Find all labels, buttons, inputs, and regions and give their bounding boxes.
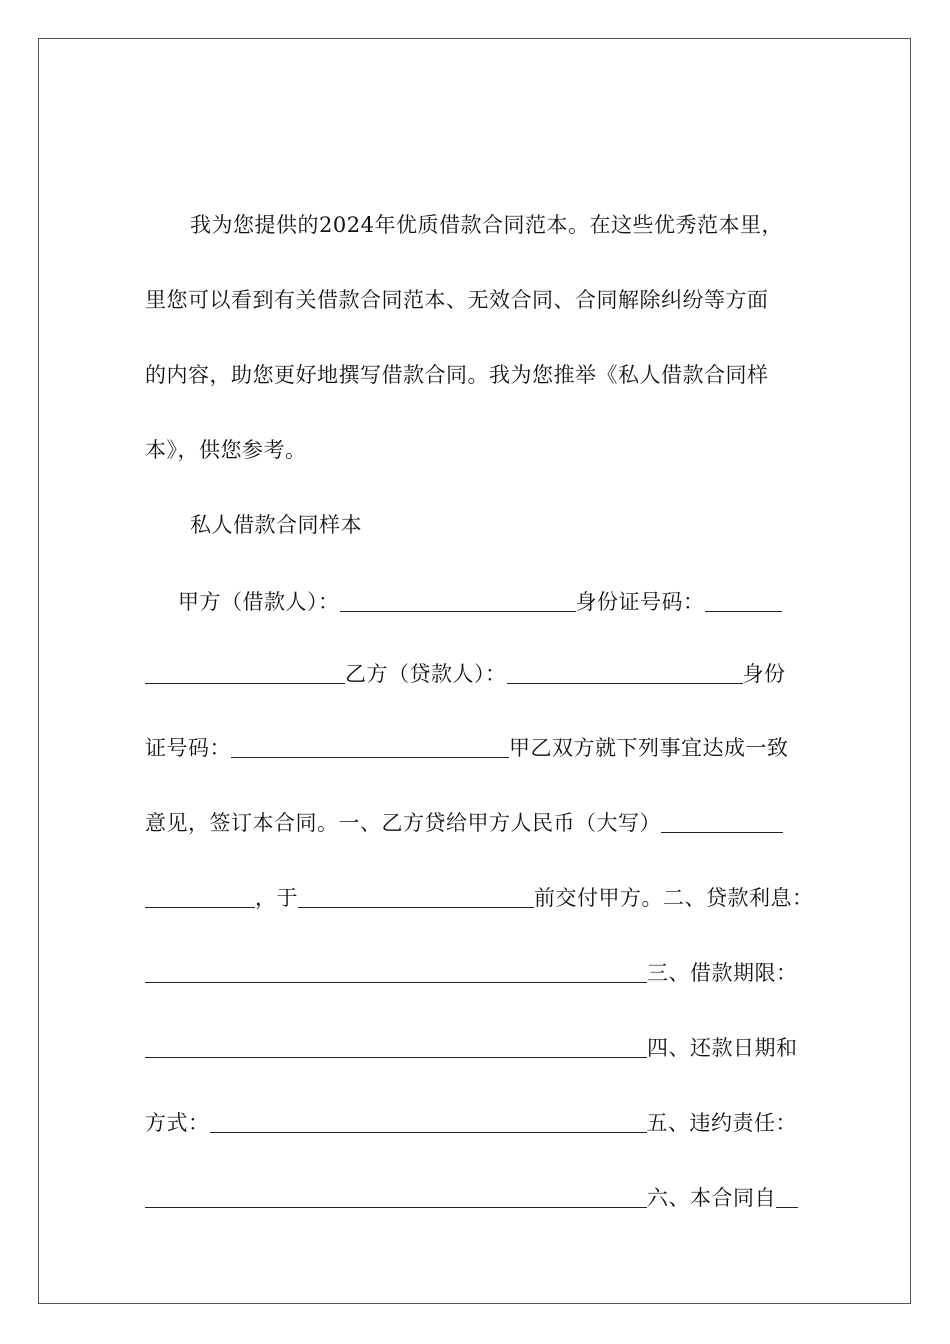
agreement-text-2: 意见，签订本合同。一、乙方贷给甲方人民币（大写） [145, 811, 661, 835]
clause-1-line [145, 808, 805, 838]
delivery-date-blank[interactable] [298, 887, 534, 908]
deliver-text: 前交付甲方。二、贷款利息： [534, 886, 814, 910]
intro-line-4: 本》，供您参考。 [145, 438, 307, 462]
contract-title: 私人借款合同样本 [190, 513, 362, 537]
party-a-id-blank-start[interactable] [705, 591, 782, 612]
party-a-label: 甲方（借款人）： [178, 590, 340, 614]
party-b-name-blank[interactable] [507, 663, 743, 684]
id-line-2 [145, 733, 805, 763]
interest-line [145, 958, 805, 988]
party-a-name-blank[interactable] [340, 591, 576, 612]
agreement-text-1: 甲乙双方就下列事宜达成一致 [509, 736, 789, 760]
delivery-line [145, 883, 814, 913]
effective-blank[interactable] [776, 1187, 798, 1208]
clause-6: 六、本合同自 [647, 1186, 776, 1210]
intro-line-1: 我为您提供的2024年优质借款合同范本。在这些优秀范本里， [190, 213, 783, 237]
clause-5: 五、违约责任： [646, 1111, 797, 1135]
id-label-2-part2: 证号码： [145, 736, 231, 760]
party-b-label: 乙方（贷款人）： [345, 662, 507, 686]
party-b-line [145, 659, 805, 689]
liability-blank[interactable] [145, 1187, 647, 1208]
party-a-id-blank-end[interactable] [145, 663, 345, 684]
intro-line-3: 的内容，助您更好地撰写借款合同。我为您推举《私人借款合同样 [145, 363, 769, 387]
amount-blank-end[interactable] [145, 887, 255, 908]
clause-3: 三、借款期限： [647, 961, 798, 985]
id-label-1: 身份证号码： [575, 590, 705, 614]
term-blank[interactable] [145, 1037, 647, 1058]
id-label-2-part1: 身份 [742, 662, 786, 686]
liability-line [145, 1183, 805, 1213]
comma-yu: ，于 [255, 886, 298, 910]
amount-blank-start[interactable] [661, 812, 783, 833]
party-a-line [178, 587, 805, 617]
method-label: 方式： [145, 1111, 210, 1135]
party-b-id-blank[interactable] [231, 737, 509, 758]
interest-blank[interactable] [145, 962, 647, 983]
repayment-blank[interactable] [210, 1112, 647, 1133]
clause-4: 四、还款日期和 [647, 1036, 798, 1060]
intro-line-2: 里您可以看到有关借款合同范本、无效合同、合同解除纠纷等方面 [145, 288, 769, 312]
repayment-line [145, 1108, 805, 1138]
term-line [145, 1033, 805, 1063]
